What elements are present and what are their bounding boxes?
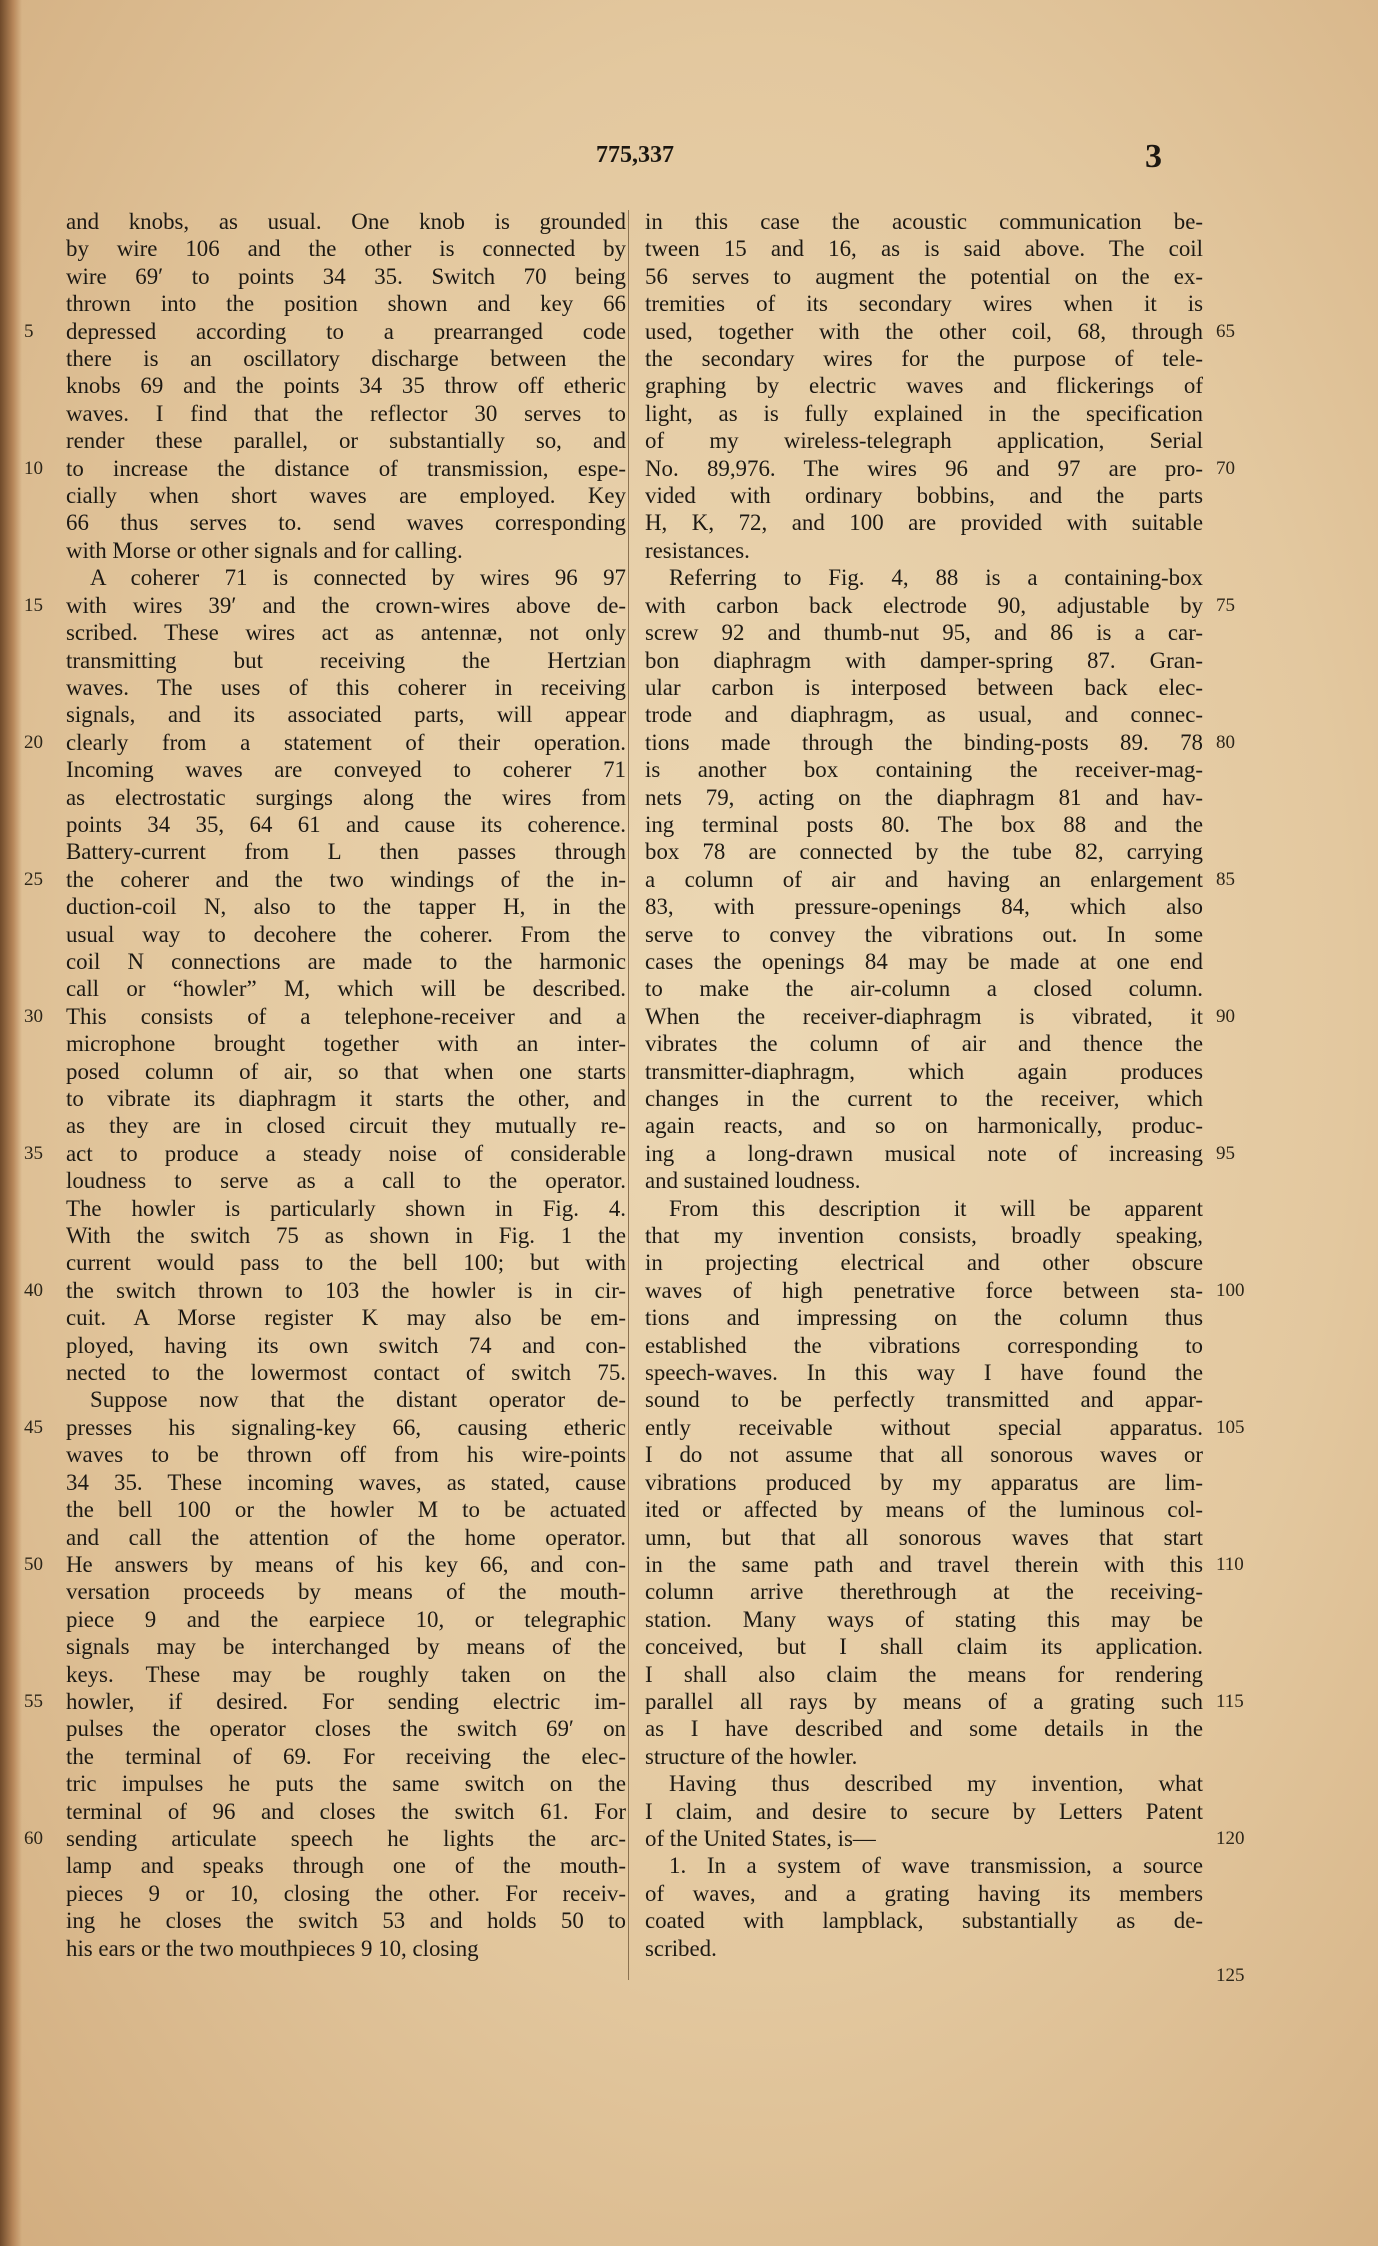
- text-line: waves of high penetrative force between sta-: [645, 1277, 1203, 1303]
- text-line: call or “howler” M, which will be described.: [66, 976, 626, 1002]
- text-line: resistances.: [645, 537, 750, 563]
- text-line: presses his signaling-key 66, causing etheric: [66, 1414, 626, 1440]
- text-line: waves. The uses of this coherer in receiving: [66, 674, 626, 700]
- text-line: waves. I find that the reflector 30 serves to: [66, 400, 626, 426]
- text-line: sending articulate speech he lights the arc-: [66, 1825, 626, 1851]
- text-line: clearly from a statement of their operation.: [66, 729, 626, 755]
- text-line: bon diaphragm with damper-spring 87. Gran-: [645, 647, 1203, 673]
- line-number: 120: [1216, 1827, 1245, 1849]
- text-line: usual way to decohere the coherer. From the: [66, 921, 626, 947]
- text-line: vibrations produced by my apparatus are lim-: [645, 1469, 1203, 1495]
- text-line: the bell 100 or the howler M to be actuated: [66, 1497, 626, 1523]
- text-line: box 78 are connected by the tube 82, carrying: [645, 839, 1203, 865]
- text-line: 83, with pressure-openings 84, which also: [645, 894, 1203, 920]
- line-number: 80: [1216, 731, 1235, 753]
- text-line: posed column of air, so that when one starts: [66, 1058, 626, 1084]
- text-line: and knobs, as usual. One knob is grounded: [66, 209, 626, 234]
- text-line: of waves, and a grating having its members: [645, 1880, 1203, 1906]
- text-line: tric impulses he puts the same switch on the: [66, 1771, 626, 1797]
- text-line: transmitting but receiving the Hertzian: [66, 647, 626, 673]
- text-line: duction-coil N, also to the tapper H, in the: [66, 894, 626, 920]
- page-header: [0, 138, 1378, 178]
- text-line: speech-waves. In this way I have found the: [645, 1360, 1203, 1386]
- text-line: keys. These may be roughly taken on the: [66, 1661, 626, 1687]
- text-line: The howler is particularly shown in Fig. 4.: [66, 1195, 626, 1221]
- patent-number: 775,337: [596, 142, 674, 168]
- text-line: 1. In a system of wave transmission, a source: [669, 1853, 1203, 1879]
- line-number: 100: [1216, 1279, 1245, 1301]
- text-line: ing a long-drawn musical note of increasing: [645, 1140, 1203, 1166]
- text-line: is another box containing the receiver-mag-: [645, 757, 1203, 783]
- line-number: 125: [1216, 1964, 1245, 1986]
- text-line: sound to be perfectly transmitted and appar-: [645, 1387, 1203, 1413]
- text-line: established the vibrations corresponding to: [645, 1332, 1203, 1358]
- text-line: again reacts, and so on harmonically, produc-: [645, 1113, 1203, 1139]
- text-line: tions made through the binding-posts 89. 78: [645, 729, 1203, 755]
- text-line: 34 35. These incoming waves, as stated, cause: [66, 1469, 626, 1495]
- line-number: 85: [1216, 868, 1235, 890]
- text-line: ently receivable without special apparatus.: [645, 1414, 1203, 1440]
- line-number: 60: [24, 1827, 43, 1849]
- text-line: the coherer and the two windings of the in-: [66, 866, 626, 892]
- text-line: nets 79, acting on the diaphragm 81 and hav-: [645, 784, 1203, 810]
- text-line: No. 89,976. The wires 96 and 97 are pro-: [645, 455, 1203, 481]
- text-line: ing terminal posts 80. The box 88 and the: [645, 811, 1203, 837]
- text-line: in projecting electrical and other obscure: [645, 1250, 1203, 1276]
- text-line: I claim, and desire to secure by Letters Patent: [645, 1798, 1203, 1824]
- text-line: signals, and its associated parts, will appear: [66, 702, 626, 728]
- text-line: and sustained loudness.: [645, 1168, 861, 1194]
- text-line: trode and diaphragm, as usual, and connec-: [645, 702, 1203, 728]
- text-line: cuit. A Morse register K may also be em-: [66, 1305, 626, 1331]
- line-number: 65: [1216, 320, 1235, 342]
- text-line: When the receiver-diaphragm is vibrated, it: [645, 1003, 1203, 1029]
- text-line: structure of the howler.: [645, 1743, 858, 1769]
- text-line: cially when short waves are employed. Key: [66, 483, 626, 509]
- text-line: and call the attention of the home operator.: [66, 1524, 626, 1550]
- line-number: 50: [24, 1553, 43, 1575]
- line-number: 15: [24, 594, 43, 616]
- text-line: as I have described and some details in the: [645, 1716, 1203, 1742]
- text-line: nected to the lowermost contact of switch 75.: [66, 1360, 626, 1386]
- text-line: used, together with the other coil, 68, through: [645, 318, 1203, 344]
- text-line: act to produce a steady noise of considerable: [66, 1140, 626, 1166]
- text-line: ited or affected by means of the luminous col-: [645, 1497, 1203, 1523]
- left-text-column: [66, 208, 626, 1962]
- text-line: vided with ordinary bobbins, and the parts: [645, 483, 1203, 509]
- text-line: coil N connections are made to the harmonic: [66, 948, 626, 974]
- text-line: points 34 35, 64 61 and cause its coherence.: [66, 811, 626, 837]
- text-line: column arrive therethrough at the receiving-: [645, 1579, 1203, 1605]
- text-line: H, K, 72, and 100 are provided with suitable: [645, 510, 1203, 536]
- text-line: of my wireless-telegraph application, Serial: [645, 428, 1203, 454]
- text-line: Battery-current from L then passes through: [66, 839, 626, 865]
- column-divider: [628, 210, 629, 1980]
- text-line: A coherer 71 is connected by wires 96 97: [90, 565, 626, 591]
- text-line: versation proceeds by means of the mouth-: [66, 1579, 626, 1605]
- text-line: cases the openings 84 may be made at one end: [645, 948, 1203, 974]
- text-line: of the United States, is—: [645, 1825, 876, 1851]
- text-line: scribed.: [645, 1935, 717, 1961]
- text-line: depressed according to a prearranged code: [66, 318, 626, 344]
- text-line: with wires 39′ and the crown-wires above de-: [66, 592, 626, 618]
- text-line: I do not assume that all sonorous waves or: [645, 1442, 1203, 1468]
- text-line: the switch thrown to 103 the howler is in cir-: [66, 1277, 626, 1303]
- text-line: with Morse or other signals and for calling.: [66, 537, 463, 563]
- line-number: 90: [1216, 1005, 1235, 1027]
- page-number: 3: [1145, 138, 1162, 175]
- text-line: scribed. These wires act as antennæ, not only: [66, 620, 626, 646]
- text-line: screw 92 and thumb-nut 95, and 86 is a car-: [645, 620, 1203, 646]
- book-spine-shadow: [0, 0, 22, 2246]
- text-line: Incoming waves are conveyed to coherer 71: [66, 757, 626, 783]
- line-number: 35: [24, 1142, 43, 1164]
- text-line: by wire 106 and the other is connected by: [66, 236, 626, 262]
- text-line: knobs 69 and the points 34 35 throw off etheric: [66, 373, 626, 399]
- text-line: pulses the operator closes the switch 69′ on: [66, 1716, 626, 1742]
- text-line: tions and impressing on the column thus: [645, 1305, 1203, 1331]
- text-line: With the switch 75 as shown in Fig. 1 the: [66, 1223, 626, 1249]
- text-line: coated with lampblack, substantially as de-: [645, 1908, 1203, 1934]
- right-text-column: [645, 208, 1203, 1962]
- text-line: light, as is fully explained in the specification: [645, 400, 1203, 426]
- text-line: as they are in closed circuit they mutually re-: [66, 1113, 626, 1139]
- text-line: This consists of a telephone-receiver and a: [66, 1003, 626, 1029]
- line-number: 10: [24, 457, 43, 479]
- text-line: render these parallel, or substantially so, and: [66, 428, 626, 454]
- text-line: lamp and speaks through one of the mouth-: [66, 1853, 626, 1879]
- line-number: 40: [24, 1279, 43, 1301]
- text-line: I shall also claim the means for rendering: [645, 1661, 1203, 1687]
- text-line: graphing by electric waves and flickerings of: [645, 373, 1203, 399]
- text-line: a column of air and having an enlargement: [645, 866, 1203, 892]
- line-number: 95: [1216, 1142, 1235, 1164]
- text-line: conceived, but I shall claim its application.: [645, 1634, 1203, 1660]
- text-line: to increase the distance of transmission, espe-: [66, 455, 626, 481]
- text-line: tween 15 and 16, as is said above. The coil: [645, 236, 1203, 262]
- text-line: terminal of 96 and closes the switch 61. For: [66, 1798, 626, 1824]
- line-number: 110: [1216, 1553, 1244, 1575]
- text-line: as electrostatic surgings along the wires from: [66, 784, 626, 810]
- text-line: tremities of its secondary wires when it is: [645, 291, 1203, 317]
- text-line: From this description it will be apparent: [669, 1195, 1203, 1221]
- text-line: Having thus described my invention, what: [669, 1771, 1203, 1797]
- text-line: serve to convey the vibrations out. In some: [645, 921, 1203, 947]
- text-line: piece 9 and the earpiece 10, or telegraphic: [66, 1606, 626, 1632]
- text-line: umn, but that all sonorous waves that start: [645, 1524, 1203, 1550]
- line-number: 30: [24, 1005, 43, 1027]
- text-line: ployed, having its own switch 74 and con-: [66, 1332, 626, 1358]
- text-line: ular carbon is interposed between back elec-: [645, 674, 1203, 700]
- text-line: pieces 9 or 10, closing the other. For receiv-: [66, 1880, 626, 1906]
- text-line: to make the air-column a closed column.: [645, 976, 1203, 1002]
- text-line: Suppose now that the distant operator de-: [90, 1387, 626, 1413]
- text-line: He answers by means of his key 66, and con-: [66, 1551, 626, 1577]
- line-number: 70: [1216, 457, 1235, 479]
- text-line: thrown into the position shown and key 66: [66, 291, 626, 317]
- text-line: signals may be interchanged by means of the: [66, 1634, 626, 1660]
- text-line: loudness to serve as a call to the operator.: [66, 1168, 626, 1194]
- text-line: current would pass to the bell 100; but with: [66, 1250, 626, 1276]
- text-line: with carbon back electrode 90, adjustable by: [645, 592, 1203, 618]
- line-number: 75: [1216, 594, 1235, 616]
- text-line: changes in the current to the receiver, which: [645, 1086, 1203, 1111]
- line-number: 55: [24, 1690, 43, 1712]
- text-line: howler, if desired. For sending electric im-: [66, 1688, 626, 1714]
- text-line: the secondary wires for the purpose of tele-: [645, 346, 1203, 372]
- text-line: in this case the acoustic communication be-: [645, 209, 1203, 234]
- text-line: wire 69′ to points 34 35. Switch 70 being: [66, 263, 626, 289]
- text-line: that my invention consists, broadly speaking,: [645, 1223, 1203, 1249]
- line-number: 105: [1216, 1416, 1245, 1438]
- text-line: waves to be thrown off from his wire-points: [66, 1442, 626, 1468]
- text-line: vibrates the column of air and thence the: [645, 1031, 1203, 1057]
- line-number: 25: [24, 868, 43, 890]
- text-line: transmitter-diaphragm, which again produces: [645, 1058, 1203, 1084]
- text-line: to vibrate its diaphragm it starts the other, and: [66, 1086, 626, 1111]
- line-number: 5: [24, 320, 34, 342]
- line-number: 115: [1216, 1690, 1244, 1712]
- text-line: there is an oscillatory discharge between the: [66, 346, 626, 372]
- text-line: 66 thus serves to. send waves corresponding: [66, 510, 626, 536]
- text-line: in the same path and travel therein with this: [645, 1551, 1203, 1577]
- text-line: 56 serves to augment the potential on the ex-: [645, 263, 1203, 289]
- text-line: parallel all rays by means of a grating such: [645, 1688, 1203, 1714]
- text-line: station. Many ways of stating this may be: [645, 1606, 1203, 1632]
- text-line: microphone brought together with an inter-: [66, 1031, 626, 1057]
- line-number: 20: [24, 731, 43, 753]
- line-number: 45: [24, 1416, 43, 1438]
- text-line: ing he closes the switch 53 and holds 50 to: [66, 1908, 626, 1934]
- text-line: Referring to Fig. 4, 88 is a containing-box: [669, 565, 1203, 591]
- text-line: the terminal of 69. For receiving the elec-: [66, 1743, 626, 1769]
- text-line: his ears or the two mouthpieces 9 10, closing: [66, 1935, 479, 1961]
